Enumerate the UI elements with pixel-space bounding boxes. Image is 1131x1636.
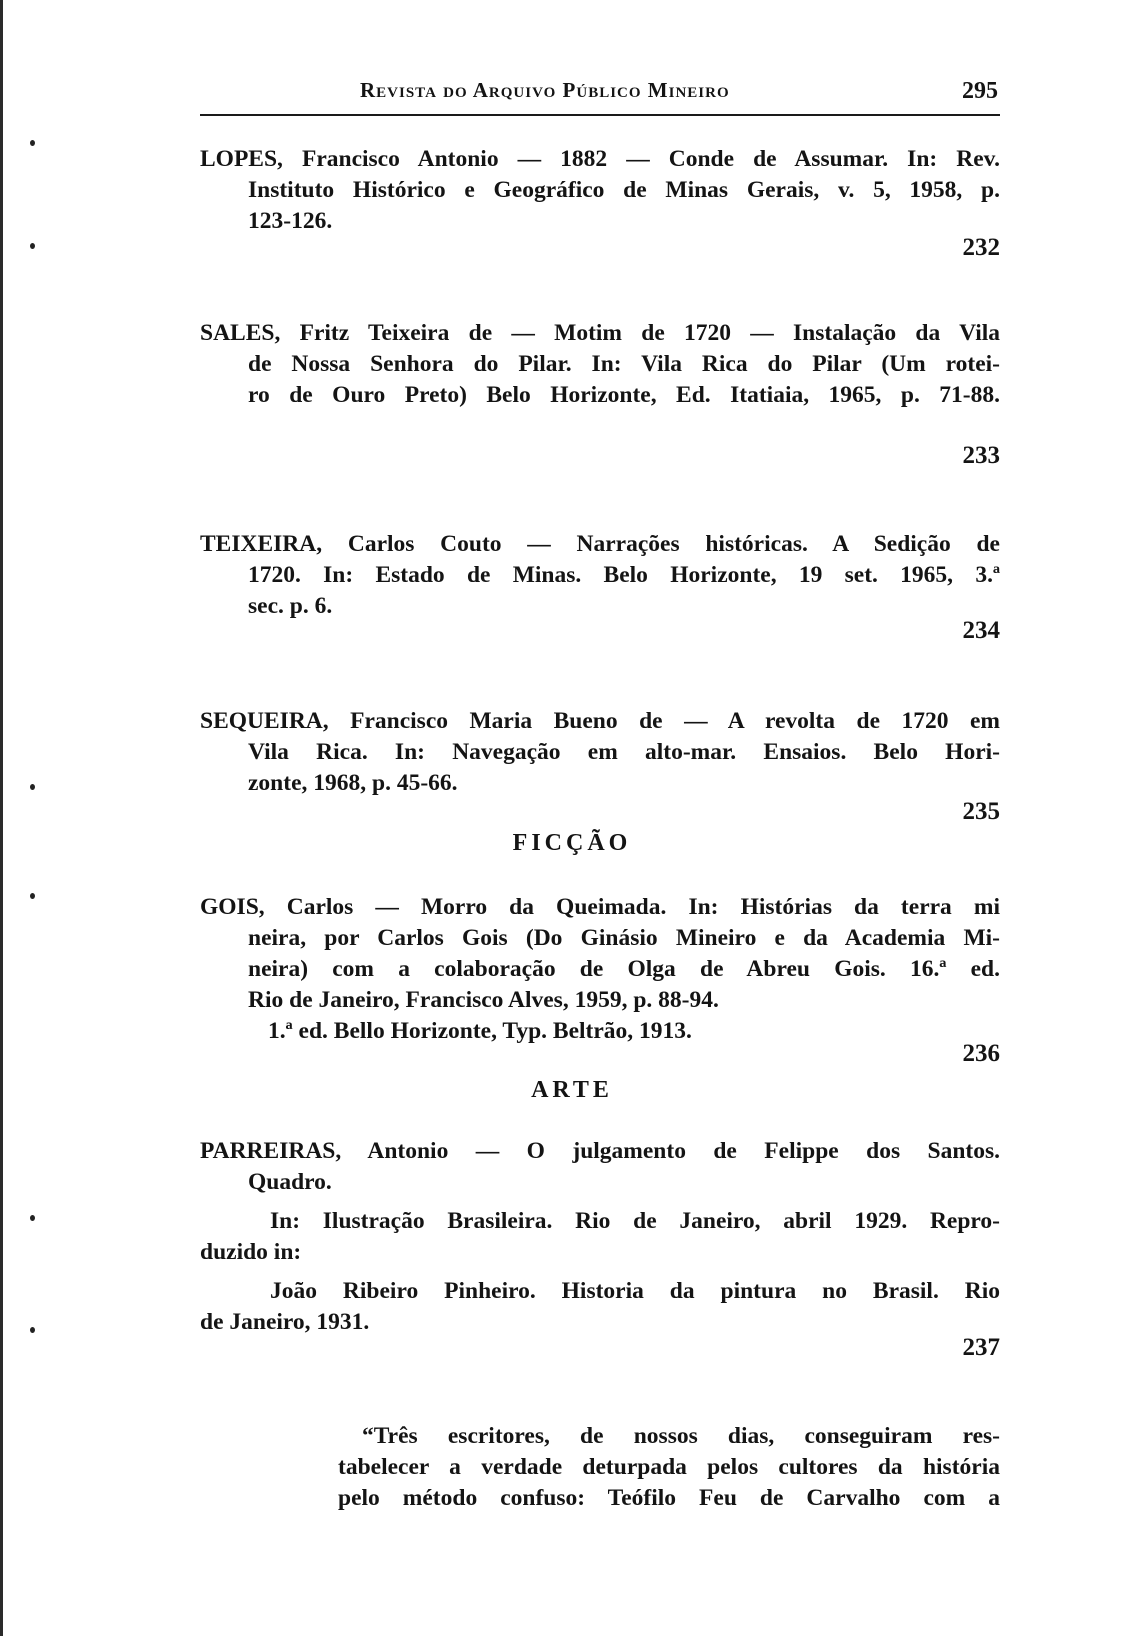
entry-line: duzido in: bbox=[200, 1239, 302, 1265]
page-header bbox=[200, 78, 1000, 116]
bibliography-entry bbox=[200, 706, 1000, 836]
entry-line: In: Ilustração Brasileira. Rio de Janeiro, abril 1929. Repro- bbox=[270, 1208, 1000, 1234]
entry-line: PARREIRAS, Antonio — O julgamento de Felippe dos Santos. bbox=[200, 1138, 1000, 1164]
margin-dot bbox=[30, 893, 35, 899]
entry-line: João Ribeiro Pinheiro. Historia da pintura no Brasil. Rio bbox=[270, 1278, 1000, 1304]
page-number: 295 bbox=[962, 78, 998, 104]
entry-number: 236 bbox=[962, 1040, 1000, 1067]
page-edge bbox=[0, 0, 3, 1636]
entry-line: neira) com a colaboração de Olga de Abreu Gois. 16.ª ed. bbox=[248, 956, 1000, 982]
entry-number: 237 bbox=[962, 1334, 1000, 1361]
entry-line: sec. p. 6. bbox=[248, 593, 333, 619]
entry-line: 1.ª ed. Bello Horizonte, Typ. Beltrão, 1913. bbox=[268, 1018, 692, 1044]
margin-dot bbox=[30, 1327, 35, 1333]
entry-line: 123-126. bbox=[248, 208, 333, 234]
quote-line: pelo método confuso: Teófilo Feu de Carvalho com a bbox=[338, 1485, 1000, 1511]
quotation-paragraph bbox=[338, 1421, 1000, 1514]
section-title-ficcao: FICÇÃO bbox=[512, 830, 632, 856]
entry-line: neira, por Carlos Gois (Do Ginásio Mineiro e da Academia Mi- bbox=[248, 925, 1000, 951]
entry-number: 235 bbox=[962, 798, 1000, 825]
margin-dot bbox=[30, 1215, 35, 1221]
margin-dot bbox=[30, 243, 35, 249]
entry-line: ro de Ouro Preto) Belo Horizonte, Ed. Itatiaia, 1965, p. 71-88. bbox=[248, 382, 1000, 408]
section-title-arte: ARTE bbox=[531, 1077, 613, 1103]
margin-dot bbox=[30, 784, 35, 790]
quote-line: “Três escritores, de nossos dias, conseguiram res- bbox=[362, 1423, 1000, 1449]
bibliography-entry bbox=[200, 892, 1000, 1072]
entry-line: Vila Rica. In: Navegação em alto-mar. Ensaios. Belo Hori- bbox=[248, 739, 1000, 765]
entry-line: de Janeiro, 1931. bbox=[200, 1309, 370, 1335]
quote-line: tabelecer a verdade deturpada pelos cultores da história bbox=[338, 1454, 1000, 1480]
entry-number: 233 bbox=[962, 442, 1000, 469]
entry-line: Rio de Janeiro, Francisco Alves, 1959, p. 88-94. bbox=[248, 987, 719, 1013]
entry-line: LOPES, Francisco Antonio — 1882 — Conde de Assumar. In: Rev. bbox=[200, 146, 1000, 172]
bibliography-entry bbox=[200, 144, 1000, 274]
entry-line: 1720. In: Estado de Minas. Belo Horizonte, 19 set. 1965, 3.ª bbox=[248, 562, 1000, 588]
entry-line: de Nossa Senhora do Pilar. In: Vila Rica do Pilar (Um rotei- bbox=[248, 351, 1000, 377]
entry-number: 234 bbox=[962, 617, 1000, 644]
entry-line: GOIS, Carlos — Morro da Queimada. In: Histórias da terra mi bbox=[200, 894, 1000, 920]
entry-line: Quadro. bbox=[248, 1169, 332, 1195]
running-title: Revista do Arquivo Público Mineiro bbox=[360, 78, 730, 102]
bibliography-entry bbox=[200, 1136, 1000, 1376]
entry-number: 232 bbox=[962, 234, 1000, 261]
entry-line: Instituto Histórico e Geográfico de Minas Gerais, v. 5, 1958, p. bbox=[248, 177, 1000, 203]
entry-line: SEQUEIRA, Francisco Maria Bueno de — A revolta de 1720 em bbox=[200, 708, 1000, 734]
entry-line: TEIXEIRA, Carlos Couto — Narrações históricas. A Sedição de bbox=[200, 531, 1000, 557]
bibliography-entry bbox=[200, 318, 1000, 478]
entry-line: SALES, Fritz Teixeira de — Motim de 1720 — Instalação da Vila bbox=[200, 320, 1000, 346]
entry-line: zonte, 1968, p. 45-66. bbox=[248, 770, 458, 796]
bibliography-entry bbox=[200, 529, 1000, 659]
margin-dot bbox=[30, 140, 35, 146]
